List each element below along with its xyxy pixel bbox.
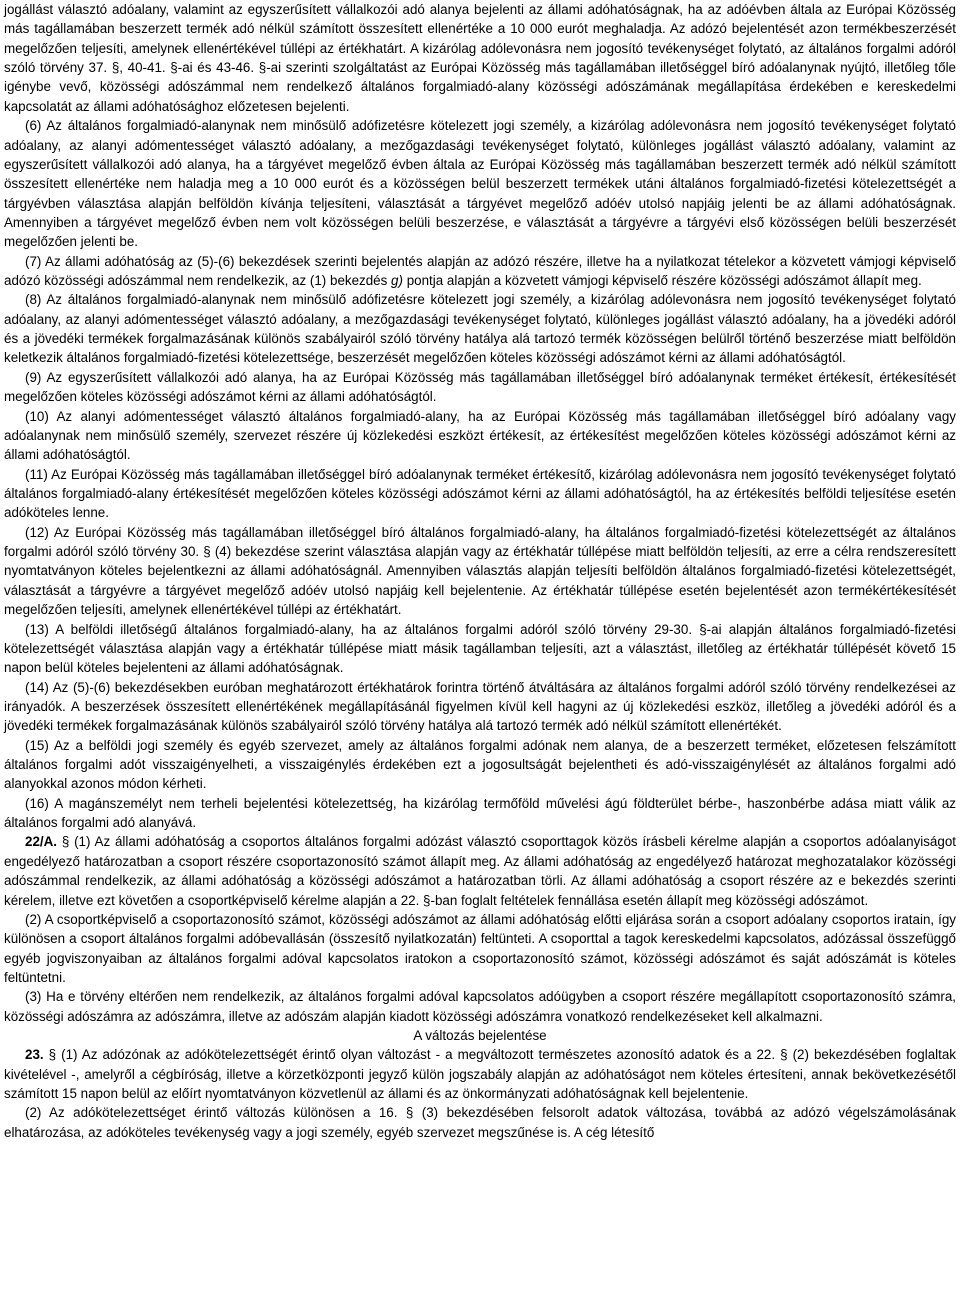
paragraph-15: (15) Az a belföldi jogi személy és egyéb szervezet, amely az általános forgalmi adónak nem alanya, de a beszerzett terméket, előzetesen felszámított általános forgalmi adót visszaigényelheti, a visszaigénylés érdekében ezt a jogosultságát bejelentheti és adó-visszaigénylését az általános forgalmi adó alanyokkal azonos módon kérheti. — [4, 737, 956, 792]
paragraph-14: (14) Az (5)-(6) bekezdésekben euróban meghatározott értékhatárok forintra történő átváltására az általános forgalmi adóról szóló törvény rendelkezései az irányadók. A beszerzések összesített ellenértékének megállapításánál figyelmen kívül kell hagyni az új közlekedési eszköz, illetőleg a jövedéki adóról és a jövedéki termékek forgalmazásának különös szabályairól szóló törvény hatálya alá tartozó termék adó nélkül számított ellenértékét. — [4, 679, 956, 734]
paragraph-continuation: jogállást választó adóalany, valamint az egyszerűsített vállalkozói adó alanya bejelenti az állami adóhatóságnak, ha az adóévben általa az Európai Közösség más tagállamában beszerzett termék adó nélkül számított összesített ellenértéke a 10 000 eurót meghaladja. Az adózó bejelentését azon termékbeszerzését megelőzően teljesíti, amelynek ellenértékével túllépi az értékhatárt. A kizárólag adólevonásra nem jogosító tevékenységet folytató, az általános forgalmi adóról szóló törvény 37. §, 40-41. §-ai és 43-46. §-ai szerinti szolgáltatást az Európai Közösség más tagállamában illetőséggel bíró adóalanynak nyújtó, illetőleg tőle igénybe vevő, közösségi adószámmal nem rendelkező általános forgalmiadó-alany közösségi adószámának megállapítása érdekében e kereskedelmi kapcsolatát az állami adóhatósághoz előzetesen bejelenti. — [4, 2, 956, 114]
section-23-number: 23. — [25, 1047, 44, 1063]
paragraph-9: (9) Az egyszerűsített vállalkozói adó alanya, ha az Európai Közösség más tagállamában illetőséggel bíró adóalanynak terméket értékesít, értékesítését megelőzően köteles közösségi adószámot kérni az állami adóhatóságtól. — [4, 369, 956, 405]
section-heading: A változás bejelentése — [413, 1028, 547, 1044]
paragraph-7-text-b: pontja alapján a közvetett vámjogi képviselő részére közösségi adószámot állapít meg. — [402, 273, 922, 289]
paragraph-16: (16) A magánszemélyt nem terheli bejelentési kötelezettség, ha kizárólag termőföld művelési ágú földterület bérbe-, haszonbérbe adása miatt válik az általános forgalmi adó alanyává. — [4, 795, 956, 831]
section-22a-3: (3) Ha e törvény eltérően nem rendelkezik, az általános forgalmi adóval kapcsolatos adóügyben a csoport részére megállapított csoportazonosító számra, közösségi adószámra az adószámra, illetve az adószám alapján kiadott közösségi adószámra vonatkozó rendelkezéseket kell alkalmazni. — [4, 989, 956, 1024]
paragraph-7 — [4, 252, 956, 291]
paragraph-7-point-ref: g) — [391, 273, 403, 289]
section-22a-number: 22/A. — [25, 834, 58, 850]
paragraph-13: (13) A belföldi illetőségű általános forgalmiadó-alany, ha az általános forgalmi adóról szóló törvény 29-30. §-ai alapján általános forgalmiadó-fizetési kötelezettségét választása alapján vagy a értékhatár túllépése miatt másik tagállamban teljesíti, azt a választást, illetőleg az értékhatár túllépését követő 15 napon belül köteles bejelenteni az állami adóhatóságnak. — [4, 621, 956, 676]
section-23-1-text: § (1) Az adózónak az adókötelezettségét érintő olyan változást - a megváltozott természetes azonosító adatok és a 22. § (2) bekezdésében foglaltak kivételével -, amelyről a cégbíróság, illetve a körzetközponti jegyző külön jogszabály alapján az adóhatóságot nem köteles értesíteni, annak bekövetkezésétől számított 15 napon belül az előírt nyomtatványon közvetlenül az állami és az önkormányzati adóhatóságnak kell bejelentenie. — [4, 1047, 956, 1102]
paragraph-10: (10) Az alanyi adómentességet választó általános forgalmiadó-alany, ha az Európai Közösség más tagállamában illetőséggel bíró adóalany vagy adóalanynak nem minősülő személy, szervezet részére új közlekedési eszközt értékesít, az értékesítést megelőzően köteles közösségi adószámot kérni az állami adóhatóságtól. — [4, 408, 956, 463]
paragraph-6: (6) Az általános forgalmiadó-alanynak nem minősülő adófizetésre kötelezett jogi személy, a kizárólag adólevonásra nem jogosító tevékenységet folytató adóalany, az alanyi adómentességet választó adóalany, a mezőgazdasági tevékenységet folytató, különleges jogállást választó adóalany, valamint az egyszerűsített vállalkozói adó alanya, ha a tárgyévet megelőző évben általa az Európai Közösség más tagállamában beszerzett termék adó nélkül számított összesített ellenértéke nem haladja meg a 10 000 eurót és a közösségen belül beszerzett termékek utáni általános forgalmiadó-fizetési kötelezettségét a tárgyévben választása alapján belföldön kívánja teljesíteni, választását a tárgyévet megelőző adóév utolsó napjáig jelenti be az állami adóhatóságnak. Amennyiben a tárgyévet megelőző évben nem volt közösségen belüli beszerzése, e választását a tárgyévre a tárgyévi első közösségen belüli beszerzését megelőzően jelenti be. — [4, 118, 956, 250]
paragraph-12: (12) Az Európai Közösség más tagállamában illetőséggel bíró általános forgalmiadó-alany, ha általános forgalmiadó-fizetési kötelezettségét az általános forgalmi adóról szóló törvény 30. § (4) bekezdése szerint választása alapján vagy az értékhatár túllépése miatt belföldön teljesíti, az erre a célra rendszeresített nyomtatványon köteles bejelentkezni az állami adóhatóságnál. Amennyiben választás alapján teljesíti belföldön általános forgalmiadó-fizetési kötelezettségét, választását a tárgyévre a tárgyévet megelőző adóév utolsó napjáig kell bejelentenie. Az értékhatár túllépése esetén bejelentését azon termékértékesítését megelőzően teljesíti, amelynek ellenértékével túllépi az értékhatárt. — [4, 524, 956, 618]
section-23-1 — [4, 1045, 956, 1103]
paragraph-11: (11) Az Európai Közösség más tagállamában illetőséggel bíró adóalanynak terméket értékesítő, kizárólag adólevonásra nem jogosító tevékenységet folytató általános forgalmiadó-alany értékesítését megelőzően köteles közösségi adószámot kérni az állami adóhatóságtól, ha az értékesítés belföldi teljesítése esetén adóköteles lenne. — [4, 466, 956, 521]
section-22a-1-text: § (1) Az állami adóhatóság a csoportos általános forgalmi adózást választó csoporttagok közös írásbeli kérelme alapján a csoportos adóalanyiságot engedélyező határozatban a csoport részére csoportazonosító számot állapít meg. Az állami adóhatóság az engedélyező határozat meghozatalakor közösségi adószámmal rendelkezik, az állami adóhatóság a közösségi adószámot a határozatban törli. Az állami adóhatóság a csoport részére az e bekezdés szerinti kérelem, illetve ezt követően a csoportképviselő kérelme alapján a 22. §-ban foglalt feltételek fennállása esetén állapít meg közösségi adószámot. — [4, 834, 956, 908]
paragraph-8: (8) Az általános forgalmiadó-alanynak nem minősülő adófizetésre kötelezett jogi személy, a kizárólag adólevonásra nem jogosító tevékenységet folytató adóalany, az alanyi adómentességet választó adóalany, a mezőgazdasági tevékenységet folytató, különleges jogállást választó adóalany, ha a jövedéki adóról és a jövedéki termékek forgalmazásának különös szabályairól szóló törvény hatálya alá tartozó termék közösségen belülről történő beszerzése miatt belföldön keletkezik általános forgalmiadó-fizetési kötelezettsége, beszerzését megelőzően köteles közösségi adószámot kérni az állami adóhatóságtól. — [4, 292, 956, 366]
paragraph-7-text-a: (7) Az állami adóhatóság az (5)-(6) bekezdések szerinti bejelentés alapján az adózó részére, illetve ha a nyilatkozat tételekor a közvetett vámjogi képviselő adózó közösségi adószámmal nem rendelkezik, az (1) bekezdés — [4, 253, 956, 289]
section-22a-1 — [4, 832, 956, 909]
section-23-2: (2) Az adókötelezettséget érintő változás különösen a 16. § (3) bekezdésében felsorolt adatok változása, továbbá az adózó végelszámolásának elhatározása, az adóköteles tevékenység vagy a jogi személy, egyéb szervezet megszűnése is. A cég létesítő — [4, 1105, 956, 1140]
section-22a-2: (2) A csoportképviselő a csoportazonosító számot, közösségi adószámot az állami adóhatóság előtti eljárása során a csoport adóalany csoportos iratain, így különösen a csoport általános forgalmi adóbevallásán (összesítő nyilatkozatán) feltünteti. A csoporttal a tagok kereskedelmi kapcsolatos, adózással összefüggő egyéb jogviszonyaiban az általános forgalmi adóval kapcsolatos iratokon a csoportazonosító számot, közösségi adószámot és saját adószámát is köteles feltüntetni. — [4, 911, 956, 985]
